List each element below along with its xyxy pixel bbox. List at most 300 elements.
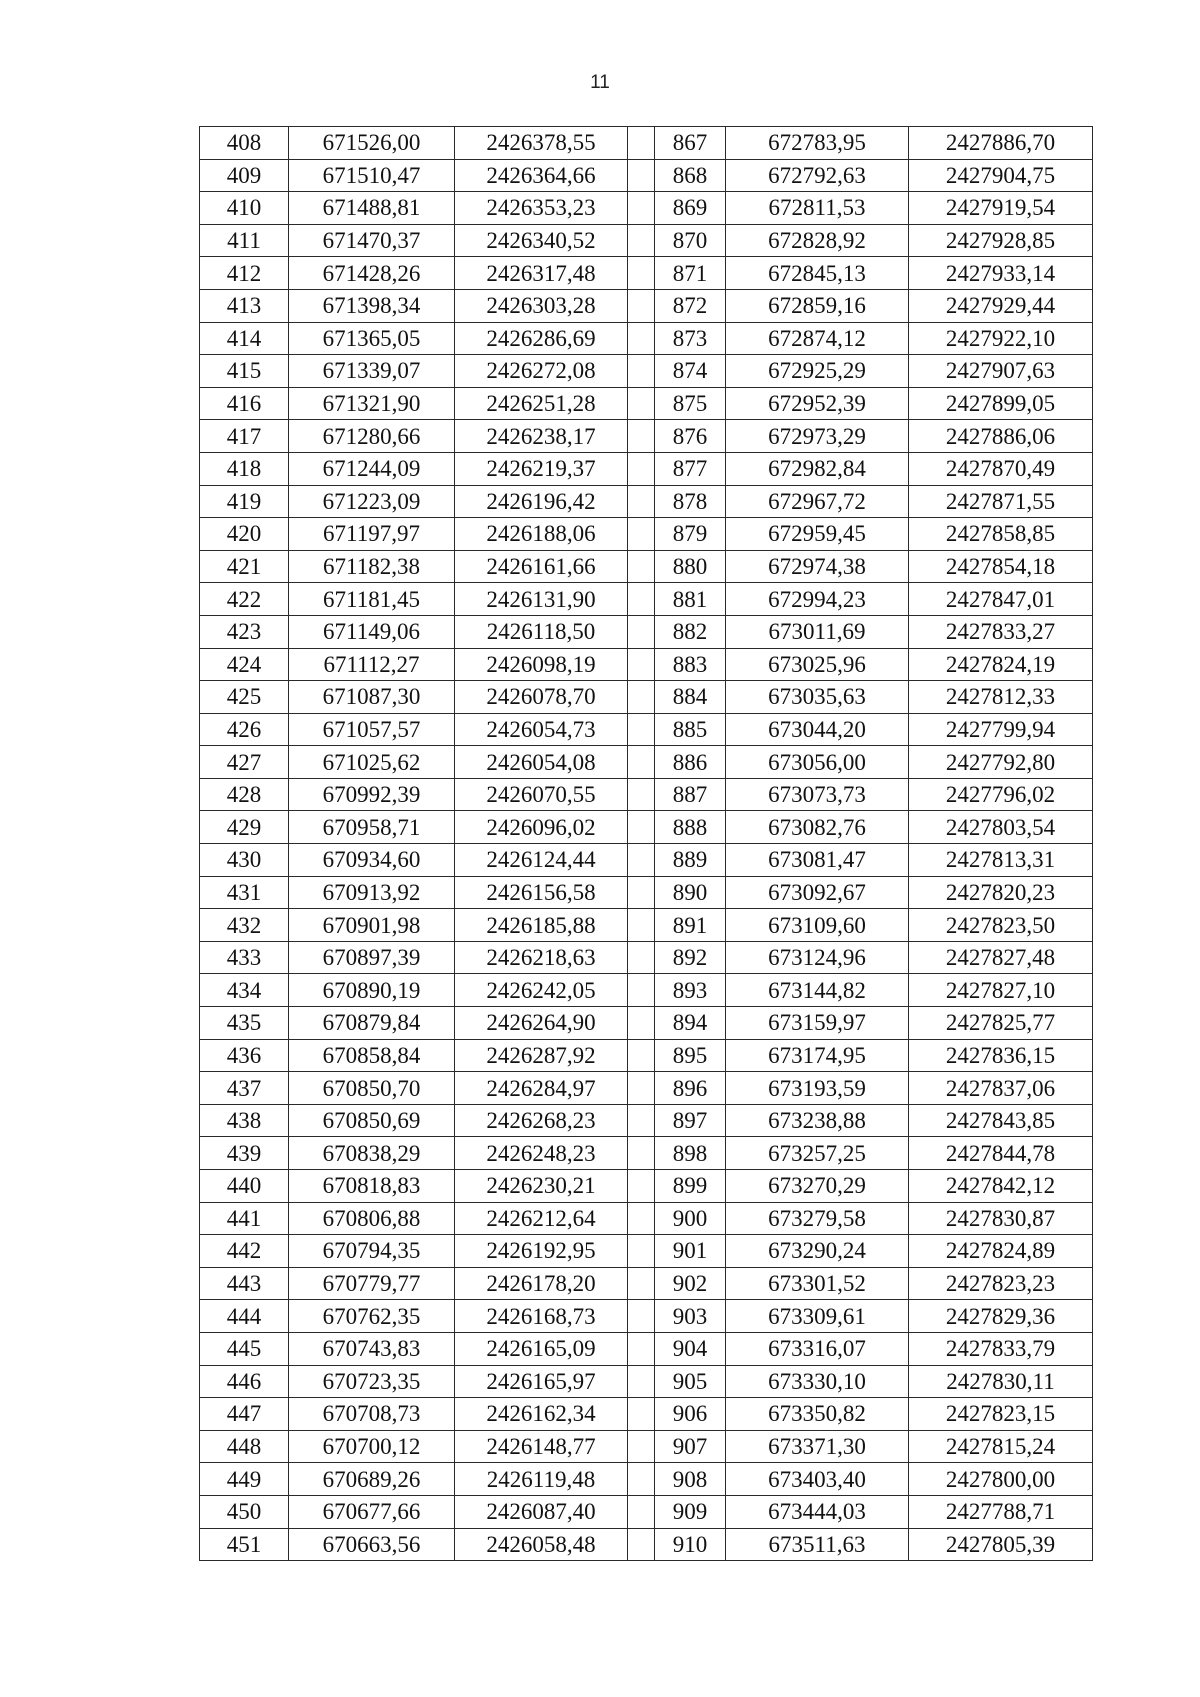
y-coordinate-left: 2426188,06 [455,518,628,551]
point-number-right: 894 [655,1007,726,1040]
table-row [200,192,1093,225]
y-coordinate-right: 2427928,85 [909,224,1093,257]
point-number-right: 899 [655,1170,726,1203]
point-number-left: 448 [200,1430,289,1463]
point-number-left: 422 [200,583,289,616]
point-number-right: 886 [655,746,726,779]
spacer-cell [628,811,655,844]
x-coordinate-right: 672974,38 [726,550,909,583]
x-coordinate-right: 673511,63 [726,1528,909,1561]
table-row [200,1495,1093,1528]
point-number-left: 416 [200,387,289,420]
spacer-cell [628,257,655,290]
point-number-left: 442 [200,1235,289,1268]
y-coordinate-right: 2427792,80 [909,746,1093,779]
y-coordinate-right: 2427922,10 [909,322,1093,355]
y-coordinate-left: 2426185,88 [455,909,628,942]
y-coordinate-left: 2426118,50 [455,615,628,648]
x-coordinate-left: 670901,98 [289,909,455,942]
table-row [200,681,1093,714]
spacer-cell [628,387,655,420]
table-row [200,713,1093,746]
point-number-left: 418 [200,452,289,485]
y-coordinate-right: 2427854,18 [909,550,1093,583]
y-coordinate-right: 2427825,77 [909,1007,1093,1040]
point-number-right: 875 [655,387,726,420]
point-number-right: 900 [655,1202,726,1235]
spacer-cell [628,1137,655,1170]
point-number-right: 880 [655,550,726,583]
y-coordinate-left: 2426165,97 [455,1365,628,1398]
point-number-right: 893 [655,974,726,1007]
x-coordinate-right: 673193,59 [726,1072,909,1105]
table-row [200,1463,1093,1496]
x-coordinate-left: 670700,12 [289,1430,455,1463]
point-number-right: 895 [655,1039,726,1072]
y-coordinate-left: 2426317,48 [455,257,628,290]
y-coordinate-left: 2426251,28 [455,387,628,420]
y-coordinate-right: 2427823,15 [909,1398,1093,1431]
coordinates-table-body [200,127,1093,1561]
point-number-right: 868 [655,159,726,192]
x-coordinate-left: 670708,73 [289,1398,455,1431]
x-coordinate-right: 672982,84 [726,452,909,485]
y-coordinate-left: 2426219,37 [455,452,628,485]
spacer-cell [628,1104,655,1137]
x-coordinate-left: 671280,66 [289,420,455,453]
y-coordinate-left: 2426340,52 [455,224,628,257]
x-coordinate-right: 673035,63 [726,681,909,714]
y-coordinate-left: 2426364,66 [455,159,628,192]
x-coordinate-right: 673371,30 [726,1430,909,1463]
table-row [200,1007,1093,1040]
table-row [200,746,1093,779]
x-coordinate-right: 672952,39 [726,387,909,420]
table-row [200,1300,1093,1333]
x-coordinate-left: 671112,27 [289,648,455,681]
point-number-left: 451 [200,1528,289,1561]
y-coordinate-left: 2426058,48 [455,1528,628,1561]
spacer-cell [628,1528,655,1561]
point-number-left: 414 [200,322,289,355]
page-number: 11 [590,72,610,93]
y-coordinate-right: 2427907,63 [909,355,1093,388]
spacer-cell [628,452,655,485]
spacer-cell [628,1170,655,1203]
point-number-left: 425 [200,681,289,714]
point-number-left: 410 [200,192,289,225]
spacer-cell [628,941,655,974]
x-coordinate-left: 671181,45 [289,583,455,616]
table-row [200,1365,1093,1398]
table-row [200,518,1093,551]
x-coordinate-right: 673316,07 [726,1332,909,1365]
point-number-right: 869 [655,192,726,225]
spacer-cell [628,583,655,616]
point-number-right: 887 [655,778,726,811]
x-coordinate-right: 672811,53 [726,192,909,225]
x-coordinate-right: 672828,92 [726,224,909,257]
x-coordinate-right: 672959,45 [726,518,909,551]
x-coordinate-left: 671149,06 [289,615,455,648]
table-row [200,224,1093,257]
point-number-right: 878 [655,485,726,518]
x-coordinate-left: 670934,60 [289,844,455,877]
y-coordinate-right: 2427886,06 [909,420,1093,453]
y-coordinate-left: 2426230,21 [455,1170,628,1203]
y-coordinate-right: 2427844,78 [909,1137,1093,1170]
spacer-cell [628,322,655,355]
table-row [200,974,1093,1007]
point-number-left: 408 [200,127,289,160]
x-coordinate-left: 670879,84 [289,1007,455,1040]
table-row [200,844,1093,877]
spacer-cell [628,648,655,681]
spacer-cell [628,1300,655,1333]
point-number-right: 908 [655,1463,726,1496]
y-coordinate-left: 2426242,05 [455,974,628,1007]
y-coordinate-left: 2426212,64 [455,1202,628,1235]
coordinates-table [199,126,1093,1561]
y-coordinate-right: 2427812,33 [909,681,1093,714]
point-number-left: 424 [200,648,289,681]
point-number-left: 437 [200,1072,289,1105]
x-coordinate-left: 670762,35 [289,1300,455,1333]
spacer-cell [628,1430,655,1463]
spacer-cell [628,1072,655,1105]
x-coordinate-left: 670890,19 [289,974,455,1007]
point-number-left: 413 [200,289,289,322]
x-coordinate-right: 672994,23 [726,583,909,616]
y-coordinate-left: 2426162,34 [455,1398,628,1431]
y-coordinate-left: 2426353,23 [455,192,628,225]
y-coordinate-left: 2426303,28 [455,289,628,322]
y-coordinate-left: 2426178,20 [455,1267,628,1300]
point-number-left: 423 [200,615,289,648]
spacer-cell [628,518,655,551]
point-number-right: 873 [655,322,726,355]
y-coordinate-left: 2426268,23 [455,1104,628,1137]
x-coordinate-right: 673350,82 [726,1398,909,1431]
y-coordinate-right: 2427899,05 [909,387,1093,420]
point-number-right: 872 [655,289,726,322]
x-coordinate-left: 670958,71 [289,811,455,844]
spacer-cell [628,909,655,942]
y-coordinate-left: 2426238,17 [455,420,628,453]
point-number-right: 876 [655,420,726,453]
y-coordinate-left: 2426264,90 [455,1007,628,1040]
x-coordinate-left: 671197,97 [289,518,455,551]
y-coordinate-right: 2427847,01 [909,583,1093,616]
x-coordinate-left: 670794,35 [289,1235,455,1268]
point-number-left: 440 [200,1170,289,1203]
x-coordinate-right: 672859,16 [726,289,909,322]
y-coordinate-right: 2427833,27 [909,615,1093,648]
point-number-right: 883 [655,648,726,681]
y-coordinate-right: 2427796,02 [909,778,1093,811]
x-coordinate-left: 670689,26 [289,1463,455,1496]
x-coordinate-right: 673309,61 [726,1300,909,1333]
y-coordinate-right: 2427823,50 [909,909,1093,942]
x-coordinate-left: 671398,34 [289,289,455,322]
x-coordinate-right: 673082,76 [726,811,909,844]
table-row [200,648,1093,681]
y-coordinate-right: 2427858,85 [909,518,1093,551]
y-coordinate-left: 2426070,55 [455,778,628,811]
y-coordinate-left: 2426218,63 [455,941,628,974]
x-coordinate-left: 670723,35 [289,1365,455,1398]
spacer-cell [628,1267,655,1300]
spacer-cell [628,876,655,909]
y-coordinate-right: 2427904,75 [909,159,1093,192]
y-coordinate-right: 2427836,15 [909,1039,1093,1072]
y-coordinate-left: 2426286,69 [455,322,628,355]
spacer-cell [628,778,655,811]
x-coordinate-left: 671470,37 [289,224,455,257]
y-coordinate-right: 2427830,87 [909,1202,1093,1235]
point-number-right: 884 [655,681,726,714]
point-number-left: 433 [200,941,289,974]
table-row [200,322,1093,355]
table-row [200,289,1093,322]
x-coordinate-right: 673144,82 [726,974,909,1007]
x-coordinate-right: 673279,58 [726,1202,909,1235]
x-coordinate-right: 672783,95 [726,127,909,160]
point-number-left: 411 [200,224,289,257]
spacer-cell [628,713,655,746]
point-number-left: 449 [200,1463,289,1496]
y-coordinate-left: 2426098,19 [455,648,628,681]
x-coordinate-left: 671087,30 [289,681,455,714]
table-row [200,1235,1093,1268]
point-number-right: 905 [655,1365,726,1398]
x-coordinate-right: 673092,67 [726,876,909,909]
y-coordinate-left: 2426287,92 [455,1039,628,1072]
y-coordinate-right: 2427824,19 [909,648,1093,681]
spacer-cell [628,550,655,583]
point-number-right: 910 [655,1528,726,1561]
y-coordinate-right: 2427799,94 [909,713,1093,746]
point-number-left: 427 [200,746,289,779]
point-number-right: 901 [655,1235,726,1268]
x-coordinate-left: 671526,00 [289,127,455,160]
point-number-right: 909 [655,1495,726,1528]
point-number-left: 430 [200,844,289,877]
table-row [200,550,1093,583]
table-row [200,355,1093,388]
point-number-left: 428 [200,778,289,811]
x-coordinate-right: 672874,12 [726,322,909,355]
y-coordinate-right: 2427843,85 [909,1104,1093,1137]
table-row [200,1430,1093,1463]
table-row [200,1398,1093,1431]
spacer-cell [628,974,655,1007]
table-row [200,127,1093,160]
table-row [200,257,1093,290]
point-number-right: 882 [655,615,726,648]
x-coordinate-left: 670850,70 [289,1072,455,1105]
point-number-left: 412 [200,257,289,290]
point-number-left: 436 [200,1039,289,1072]
point-number-left: 434 [200,974,289,1007]
point-number-left: 432 [200,909,289,942]
y-coordinate-right: 2427919,54 [909,192,1093,225]
y-coordinate-left: 2426054,73 [455,713,628,746]
point-number-left: 421 [200,550,289,583]
table-row [200,1332,1093,1365]
table-row [200,1267,1093,1300]
y-coordinate-right: 2427837,06 [909,1072,1093,1105]
point-number-right: 888 [655,811,726,844]
point-number-right: 881 [655,583,726,616]
point-number-right: 904 [655,1332,726,1365]
table-row [200,909,1093,942]
point-number-right: 874 [655,355,726,388]
y-coordinate-left: 2426161,66 [455,550,628,583]
y-coordinate-right: 2427933,14 [909,257,1093,290]
point-number-left: 420 [200,518,289,551]
y-coordinate-left: 2426119,48 [455,1463,628,1496]
x-coordinate-left: 670992,39 [289,778,455,811]
x-coordinate-left: 671488,81 [289,192,455,225]
x-coordinate-left: 671510,47 [289,159,455,192]
spacer-cell [628,1039,655,1072]
x-coordinate-right: 673238,88 [726,1104,909,1137]
point-number-left: 419 [200,485,289,518]
y-coordinate-left: 2426284,97 [455,1072,628,1105]
point-number-left: 439 [200,1137,289,1170]
x-coordinate-right: 673174,95 [726,1039,909,1072]
y-coordinate-right: 2427788,71 [909,1495,1093,1528]
x-coordinate-left: 670779,77 [289,1267,455,1300]
spacer-cell [628,355,655,388]
x-coordinate-right: 673257,25 [726,1137,909,1170]
y-coordinate-right: 2427824,89 [909,1235,1093,1268]
x-coordinate-right: 672973,29 [726,420,909,453]
x-coordinate-right: 673081,47 [726,844,909,877]
y-coordinate-left: 2426096,02 [455,811,628,844]
table-row [200,778,1093,811]
point-number-left: 417 [200,420,289,453]
table-row [200,485,1093,518]
spacer-cell [628,485,655,518]
point-number-left: 445 [200,1332,289,1365]
point-number-right: 892 [655,941,726,974]
y-coordinate-left: 2426165,09 [455,1332,628,1365]
x-coordinate-left: 670850,69 [289,1104,455,1137]
point-number-right: 891 [655,909,726,942]
table-row [200,1528,1093,1561]
table-row [200,1072,1093,1105]
y-coordinate-right: 2427842,12 [909,1170,1093,1203]
spacer-cell [628,420,655,453]
spacer-cell [628,681,655,714]
y-coordinate-right: 2427803,54 [909,811,1093,844]
y-coordinate-left: 2426087,40 [455,1495,628,1528]
point-number-left: 446 [200,1365,289,1398]
spacer-cell [628,1398,655,1431]
point-number-right: 885 [655,713,726,746]
y-coordinate-left: 2426054,08 [455,746,628,779]
x-coordinate-right: 672792,63 [726,159,909,192]
point-number-left: 438 [200,1104,289,1137]
y-coordinate-left: 2426272,08 [455,355,628,388]
point-number-left: 426 [200,713,289,746]
spacer-cell [628,844,655,877]
y-coordinate-left: 2426131,90 [455,583,628,616]
point-number-right: 903 [655,1300,726,1333]
x-coordinate-left: 670913,92 [289,876,455,909]
point-number-left: 431 [200,876,289,909]
point-number-right: 896 [655,1072,726,1105]
point-number-right: 871 [655,257,726,290]
spacer-cell [628,1007,655,1040]
point-number-left: 447 [200,1398,289,1431]
y-coordinate-right: 2427871,55 [909,485,1093,518]
table-row [200,420,1093,453]
x-coordinate-left: 671321,90 [289,387,455,420]
spacer-cell [628,1202,655,1235]
point-number-left: 444 [200,1300,289,1333]
y-coordinate-right: 2427815,24 [909,1430,1093,1463]
y-coordinate-right: 2427827,10 [909,974,1093,1007]
y-coordinate-right: 2427823,23 [909,1267,1093,1300]
point-number-left: 429 [200,811,289,844]
x-coordinate-right: 673403,40 [726,1463,909,1496]
point-number-right: 877 [655,452,726,485]
y-coordinate-right: 2427886,70 [909,127,1093,160]
spacer-cell [628,224,655,257]
y-coordinate-right: 2427929,44 [909,289,1093,322]
x-coordinate-right: 673444,03 [726,1495,909,1528]
x-coordinate-left: 671057,57 [289,713,455,746]
table-row [200,941,1093,974]
table-row [200,1039,1093,1072]
x-coordinate-right: 672925,29 [726,355,909,388]
y-coordinate-right: 2427870,49 [909,452,1093,485]
y-coordinate-right: 2427830,11 [909,1365,1093,1398]
table-row [200,615,1093,648]
y-coordinate-right: 2427827,48 [909,941,1093,974]
y-coordinate-right: 2427829,36 [909,1300,1093,1333]
y-coordinate-right: 2427800,00 [909,1463,1093,1496]
x-coordinate-right: 673011,69 [726,615,909,648]
y-coordinate-left: 2426168,73 [455,1300,628,1333]
table-row [200,387,1093,420]
point-number-right: 890 [655,876,726,909]
x-coordinate-left: 670818,83 [289,1170,455,1203]
y-coordinate-left: 2426124,44 [455,844,628,877]
spacer-cell [628,192,655,225]
table-row [200,1202,1093,1235]
spacer-cell [628,615,655,648]
y-coordinate-left: 2426148,77 [455,1430,628,1463]
point-number-right: 889 [655,844,726,877]
x-coordinate-left: 670677,66 [289,1495,455,1528]
x-coordinate-right: 673044,20 [726,713,909,746]
point-number-left: 435 [200,1007,289,1040]
spacer-cell [628,1495,655,1528]
point-number-right: 907 [655,1430,726,1463]
x-coordinate-right: 673290,24 [726,1235,909,1268]
spacer-cell [628,159,655,192]
table-row [200,811,1093,844]
point-number-right: 898 [655,1137,726,1170]
x-coordinate-left: 670663,56 [289,1528,455,1561]
spacer-cell [628,1332,655,1365]
point-number-left: 441 [200,1202,289,1235]
x-coordinate-right: 673109,60 [726,909,909,942]
